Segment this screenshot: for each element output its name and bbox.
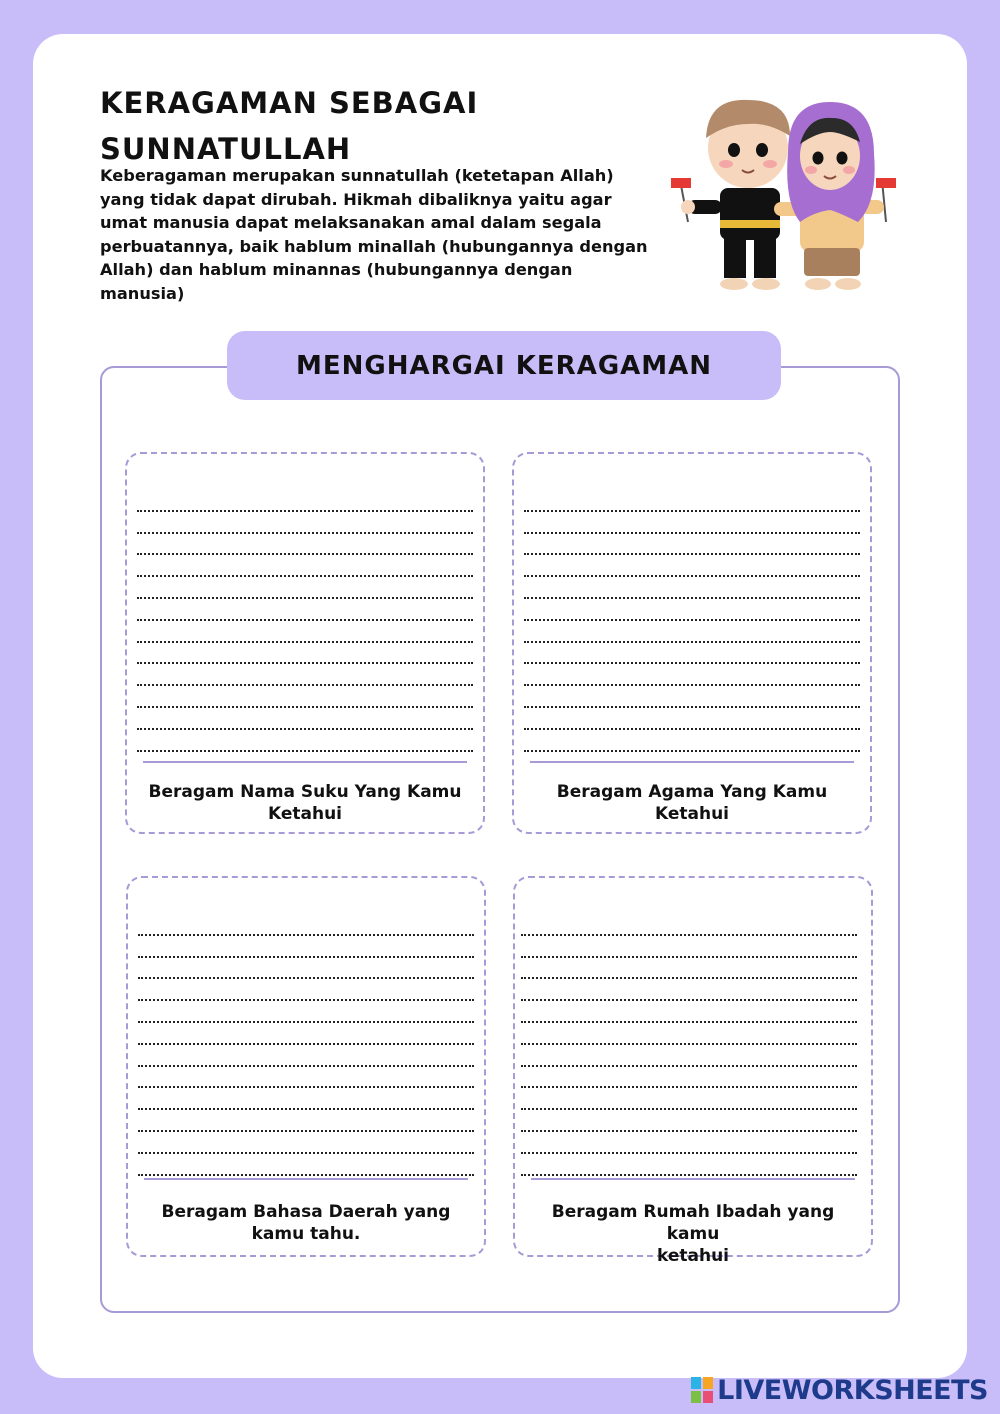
writing-lines[interactable] bbox=[521, 914, 857, 1176]
writing-lines[interactable] bbox=[137, 490, 473, 752]
box-label-line: kamu tahu. bbox=[251, 1224, 361, 1244]
box-label-line: Ketahui bbox=[654, 804, 730, 824]
writing-lines[interactable] bbox=[524, 490, 860, 752]
intro-line: yang tidak dapat dirubah. Hikmah dibaliknya yaitu agar bbox=[100, 189, 612, 209]
brand-name: LIVEWORKSHEETS bbox=[717, 1374, 988, 1406]
title-line-2: SUNNATULLAH bbox=[100, 132, 352, 166]
label-divider bbox=[531, 1178, 855, 1180]
liveworksheets-icon bbox=[691, 1377, 713, 1403]
intro-line: perbuatannya, baik hablum minallah (hubungannya dengan bbox=[100, 236, 648, 256]
box-label bbox=[147, 781, 463, 825]
answer-box-bahasa bbox=[126, 876, 486, 1257]
box-label bbox=[148, 1201, 464, 1245]
label-divider bbox=[143, 761, 467, 763]
label-divider bbox=[144, 1178, 468, 1180]
box-label-line: ketahui bbox=[656, 1246, 729, 1266]
intro-line: Allah) dan hablum minannas (hubungannya dengan manusia) bbox=[100, 260, 573, 303]
intro-paragraph bbox=[100, 164, 660, 305]
writing-lines[interactable] bbox=[138, 914, 474, 1176]
answer-box-agama bbox=[512, 452, 872, 834]
box-label bbox=[534, 781, 850, 825]
box-label-line: Beragam Bahasa Daerah yang bbox=[161, 1202, 451, 1222]
box-label-line: Beragam Rumah Ibadah yang kamu bbox=[551, 1202, 835, 1244]
box-label bbox=[535, 1201, 851, 1267]
intro-line: umat manusia dapat melaksanakan amal dalam segala bbox=[100, 213, 602, 232]
liveworksheets-logo[interactable] bbox=[691, 1374, 988, 1406]
label-divider bbox=[530, 761, 854, 763]
box-label-line: Beragam Agama Yang Kamu bbox=[556, 782, 828, 802]
worksheet-title bbox=[100, 80, 620, 172]
children-illustration bbox=[668, 92, 904, 298]
answer-box-rumah-ibadah bbox=[513, 876, 873, 1266]
title-line-1: KERAGAMAN SEBAGAI bbox=[100, 86, 479, 120]
box-label-line: Ketahui bbox=[267, 804, 343, 824]
answer-box-suku bbox=[125, 452, 485, 834]
section-banner: MENGHARGAI KERAGAMAN bbox=[227, 331, 781, 400]
box-label-line: Beragam Nama Suku Yang Kamu bbox=[148, 782, 462, 802]
intro-line: Keberagaman merupakan sunnatullah (ketetapan Allah) bbox=[100, 166, 614, 185]
